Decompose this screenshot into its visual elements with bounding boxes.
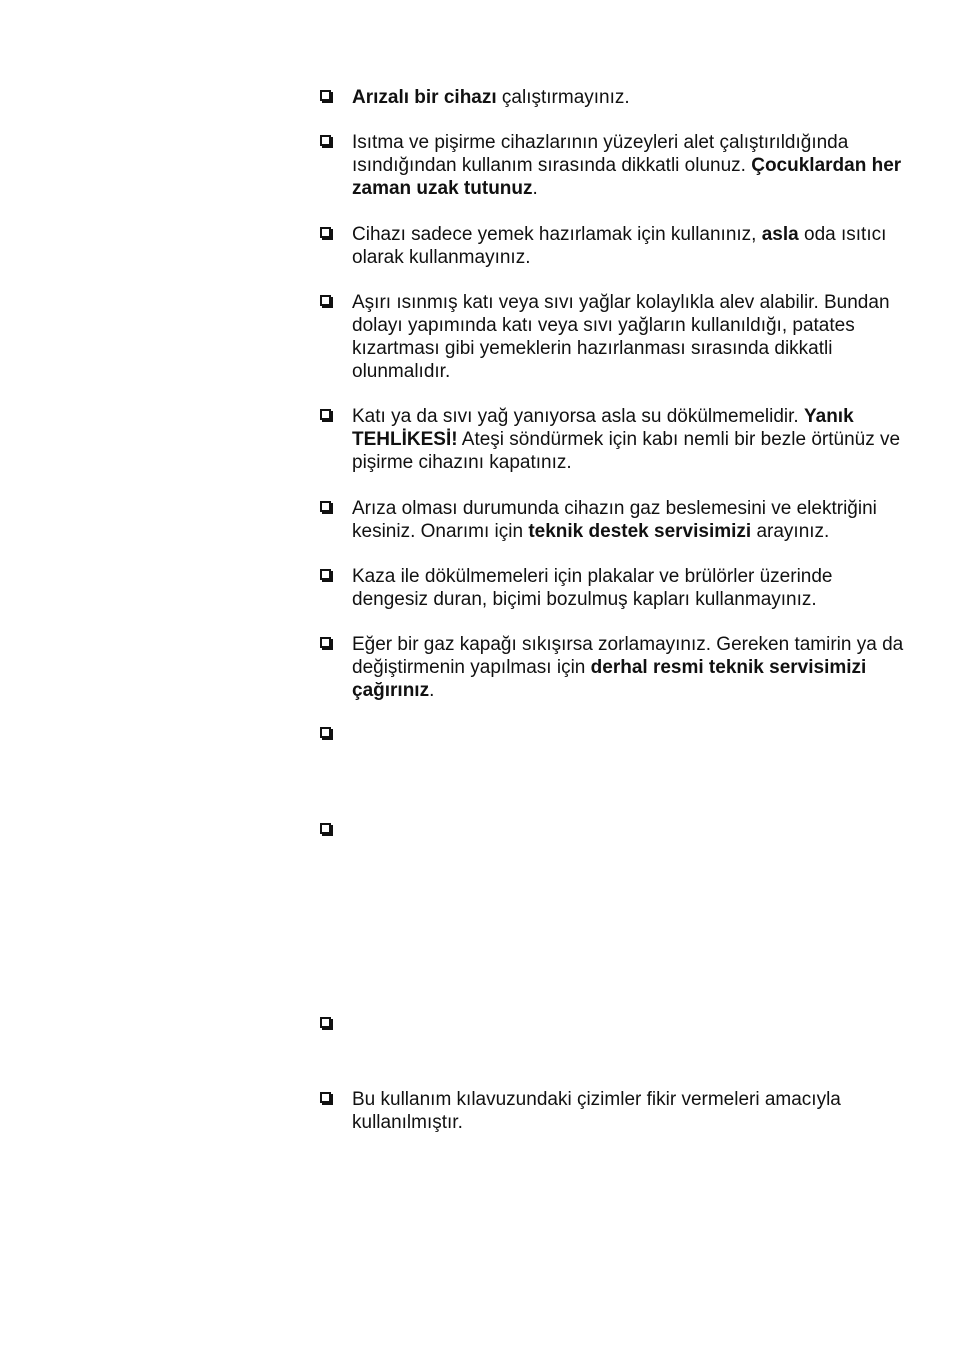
body-text: çalıştırmayınız. [496,87,630,108]
emphasis-text: Yanık TEHLİKESİ! [352,406,854,450]
body-text: Aşırı ısınmış katı veya sıvı yağlar kolaylıkla alev alabilir. Bundan dolayı yapımında katı veya sıvı yağların kullanıldığı, patates kızartması gibi yemeklerin hazırlanması sırasında dikkatli olunmalıdır. [352,292,890,382]
list-item-text [352,405,912,474]
body-text: arayınız. [751,521,830,542]
body-text: Cihazı sadece yemek hazırlamak için kullanınız, [352,224,762,245]
checkbox-bullet-icon [320,569,331,580]
checkbox-bullet-icon [320,409,331,420]
emphasis-text: Çocuklardan her zaman uzak tutunuz [352,155,902,199]
list-item-text [352,1088,912,1134]
list-item-text [352,565,912,611]
body-text: Eğer bir gaz kapağı sıkışırsa zorlamayınız. Gereken tamirin ya da değiştirmenin yapılması için [352,634,904,678]
body-text: Isıtma ve pişirme cihazlarının yüzeyleri alet çalıştırıldığında ısındığından kullanım sırasında dikkatli olunuz. [352,132,849,176]
body-text: . [532,178,538,199]
list-item-text [352,291,912,383]
checkbox-bullet-icon [320,637,331,648]
checkbox-bullet-icon [320,90,331,101]
body-text: Katı ya da sıvı yağ yanıyorsa asla su dökülmemelidir. [352,406,804,427]
body-text: oda ısıtıcı olarak kullanmayınız. [352,224,887,268]
list-item-text [352,131,912,200]
checkbox-bullet-icon [320,295,331,306]
checkbox-bullet-icon [320,1017,331,1028]
checkbox-bullet-icon [320,823,331,834]
emphasis-text: derhal resmi teknik servisimizi çağırınız [352,657,867,701]
emphasis-text: asla [761,224,799,245]
body-text: Kaza ile dökülmemeleri için plakalar ve brülörler üzerinde dengesiz duran, biçimi bozulmuş kapları kullanmayınız. [352,566,833,610]
emphasis-text: teknik destek servisimizi [528,521,752,542]
list-item-text [352,223,912,269]
body-text: . [429,680,435,701]
list-item-text [352,633,912,702]
emphasis-text: Arızalı bir cihazı [352,87,497,108]
body-text: Arıza olması durumunda cihazın gaz beslemesini ve elektriğini kesiniz. Onarımı için [352,498,877,542]
checkbox-bullet-icon [320,727,331,738]
checkbox-bullet-icon [320,135,331,146]
checkbox-bullet-icon [320,227,331,238]
list-item-text [352,497,912,543]
body-text: Bu kullanım kılavuzundaki çizimler fikir vermeleri amacıyla kullanılmıştır. [352,1089,841,1133]
checkbox-bullet-icon [320,1092,331,1103]
list-item-text [352,86,912,109]
body-text: Ateşi söndürmek için kabı nemli bir bezle örtünüz ve pişirme cihazını kapatınız. [352,429,901,473]
checkbox-bullet-icon [320,501,331,512]
